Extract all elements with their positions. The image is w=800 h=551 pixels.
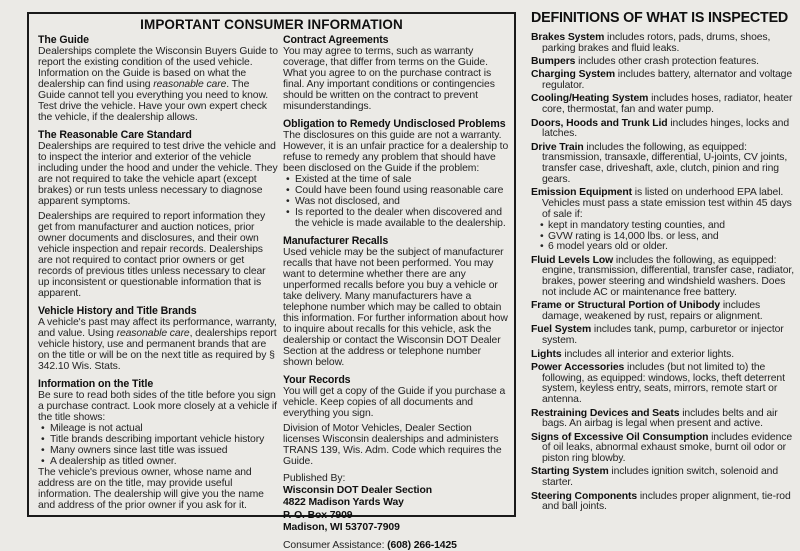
definition-doors-hoods-trunk [531,119,797,141]
definition-starting-system [531,467,797,489]
consumer-assistance-line [283,540,509,551]
paragraph [38,46,278,123]
definition-term: Restraining Devices and Seats [531,407,680,419]
paragraph: Dealerships are required to test drive the vehicle and to inspect the interior and exterior of the vehicle including under the hood and under the vehicle. They are not required to take the vehicle apart (except brakes) or run tests unless necessary to diagnose apparent symptoms. [38,141,278,207]
definition-term: Starting System [531,466,609,478]
publisher-label: Published By: [283,473,346,484]
bullet-item: • Existed at the time of sale [283,174,509,185]
definition-restraining-devices [531,409,797,431]
paragraph-text: Dealerships complete the Wisconsin Buyers Guide to report the existing condition of the used vehicle. Information on the Guide is based on what the dealership can find using [38,46,278,90]
definitions-title: DEFINITIONS OF WHAT IS INSPECTED [531,10,789,26]
definition-text: includes damage, weakened by rust, repairs or alignment. [542,300,763,323]
definition-bumpers [531,57,797,68]
definition-term: Doors, Hoods and Trunk Lid [531,117,668,129]
assistance-phone-number: (608) 266-1425 [387,540,457,551]
paragraph: You may agree to terms, such as warranty coverage, that differ from terms on the Guide. What you agree to on the purchase contract is final. Any important conditions or contingencies should be written on the contract to prevent misunderstandings. [283,46,495,112]
definition-text: includes battery, alternator and voltage regulator. [542,69,793,92]
publisher-po-box: P. O. Box 7909 [283,509,353,521]
bullet-item: • Many owners since last title was issued [38,445,278,456]
section-heading: Contract Agreements [283,34,389,46]
definition-text: includes all interior and exterior lights. [561,348,735,360]
paragraph: Dealerships are required to report information they get from manufacturer and auction notices, prior owner documents and disclosures, and their own vehicle inspection and repair records. Dealerships are not required to contact prior owners or get records of previous titles unless necessary to clear up inconsistent or questionable information that is apparent. [38,211,266,299]
paragraph: Used vehicle may be the subject of manufacturer recalls that have not been performed. You may want to determine whether there are any unperformed recalls before you buy a vehicle or take delivery. Many manufacturers have a telephone number which may be called to obtain this information. For further information about how to inquire about recalls for this vehicle, ask the dealership or contact the Wisconsin DOT Dealer Section at the address or telephone number shown below. [283,247,508,368]
definition-term: Fuel System [531,324,592,336]
bullet-item: • Is reported to the dealer when discovered and the vehicle is made available to the dealership. [283,207,509,229]
definition-text: includes the following, as equipped: engine, transmission, differential, transfer case, radiator, brakes, power steering and windshield washers. Does not include AC or maintenance free battery. [542,254,794,299]
definition-term: Brakes System [531,32,605,43]
bullet-item: • 6 model years old or older. [538,242,797,253]
section-the-guide [38,35,278,123]
definition-drive-train [531,143,797,186]
italic-phrase: reasonable care [116,328,190,339]
panel-title: IMPORTANT CONSUMER INFORMATION [140,17,403,32]
definition-text: includes evidence of oil leaks, abnormal exhaust smoke, burnt oil odor or piston ring blowby. [542,431,793,465]
bullet-item: • A dealership as titled owner. [38,456,278,467]
section-heading: Manufacturer Recalls [283,235,389,247]
definition-text: is listed on underhood EPA label. Vehicles must pass a state emission test within 45 days of sale if: [542,187,792,220]
definition-term: Charging System [531,69,615,81]
paragraph-text: , dealerships report vehicle history, use and permanent brands that are on the title or will be on the next title as required by § 342.10 Wis. Stats. [38,328,277,372]
definition-term: Fluid Levels Low [531,254,614,266]
section-your-records [283,375,509,467]
definition-text: includes ignition switch, solenoid and starter. [542,466,778,489]
definition-frame-unibody [531,301,797,323]
publisher-block [283,473,509,534]
publisher-city: Madison, WI 53707-7909 [283,521,400,533]
definition-text: includes (but not limited to) the following, as equipped: windows, locks, theft deterrent system, keyless entry, seats, mirrors, remote start or antenna. [542,361,785,406]
bullet-item: • Title brands describing important vehicle history [38,434,278,445]
paragraph: Division of Motor Vehicles, Dealer Section licenses Wisconsin dealerships and administers TRANS 139, Wis. Adm. Code which requires the Guide. [283,423,502,467]
section-heading: Vehicle History and Title Brands [38,305,197,317]
definition-emission-equipment [531,188,797,253]
bullet-item: • Was not disclosed, and [283,196,509,207]
definition-term: Signs of Excessive Oil Consumption [531,431,709,443]
bullet-item: • Mileage is not actual [38,423,278,434]
definition-steering-components [531,492,797,514]
definition-term: Emission Equipment [531,187,632,199]
publisher-street: 4822 Madison Yards Way [283,497,404,509]
publisher-name: Wisconsin DOT Dealer Section [283,485,432,497]
section-heading: Information on the Title [38,378,154,390]
definition-term: Drive Train [531,141,584,153]
middle-column [283,33,509,551]
paragraph: You will get a copy of the Guide if you purchase a vehicle. Keep copies of all documents and everything you sign. [283,386,506,419]
definition-lights [531,350,797,361]
section-title-information [38,379,278,511]
definition-text: includes the following, as equipped: transmission, transaxle, differential, U-joints, CV joints, transfer case, driveshaft, axle, clutch, pinion and ring gears. [542,141,788,186]
italic-phrase: reasonable care [153,79,227,90]
section-heading: Your Records [283,374,351,386]
left-column [38,33,278,551]
paragraph: Be sure to read both sides of the title before you sign a purchase contract. Look more closely at a vehicle if the title shows: [38,390,277,423]
section-vehicle-history [38,306,278,372]
panel-columns [29,33,514,551]
definition-text: includes rotors, pads, drums, shoes, parking brakes and fluid leaks. [542,32,771,54]
definition-fuel-system [531,325,797,347]
definition-text: includes belts and air bags. An airbag is legal when present and active. [542,407,778,430]
paragraph-text: A vehicle's past may affect its performance, warranty, and value. Using [38,317,277,339]
section-heading: The Reasonable Care Standard [38,129,192,141]
definition-text: includes proper alignment, tie-rod and ball joints. [542,490,791,513]
paragraph-text: . The Guide cannot tell you everything you need to know. Test drive the vehicle. Have your own expert check the vehicle, if the dealership allows. [38,79,269,123]
definition-text: includes hinges, locks and latches. [542,117,790,140]
bullet-item: • GVW rating is 14,000 lbs. or less, and [538,232,797,243]
assistance-label: Consumer Assistance: [283,540,385,551]
section-obligation-to-remedy [283,119,509,229]
definition-text: includes hoses, radiator, heater core, thermostat, fan and water pump. [542,93,793,116]
definition-text: includes tank, pump, carburetor or injector system. [542,324,784,347]
definition-term: Frame or Structural Portion of Unibody [531,300,721,312]
section-reasonable-care [38,130,278,299]
section-heading: The Guide [38,34,89,46]
section-heading: Obligation to Remedy Undisclosed Problems [283,118,506,130]
definition-fluid-levels-low [531,256,797,299]
section-contract-agreements [283,35,509,112]
definition-brakes-system [531,33,797,55]
definition-text: includes other crash protection features. [575,56,759,68]
consumer-information-panel [27,12,516,551]
definition-term: Lights [531,348,562,360]
definition-cooling-heating-system [531,94,797,116]
definitions-panel [531,10,797,516]
bullet-item: • kept in mandatory testing counties, and [538,221,797,232]
bullet-item: • Could have been found using reasonable care [283,185,509,196]
definition-term: Bumpers [531,56,576,68]
paragraph: The vehicle's previous owner, whose name and address are on the title, may provide useful information. The dealership will give you the name and address of the prior owner if you ask for it. [38,467,264,511]
definition-term: Steering Components [531,490,638,502]
paragraph: The disclosures on this guide are not a warranty. However, it is an unfair practice for a dealership to refuse to remedy any problem that should have been disclosed on the Guide if the problem: [283,130,509,174]
definition-term: Cooling/Heating System [531,93,649,105]
definition-oil-consumption [531,433,797,465]
definition-term: Power Accessories [531,361,625,373]
definition-charging-system [531,70,797,92]
paragraph [38,317,278,372]
definition-power-accessories [531,363,797,406]
section-manufacturer-recalls [283,236,509,368]
